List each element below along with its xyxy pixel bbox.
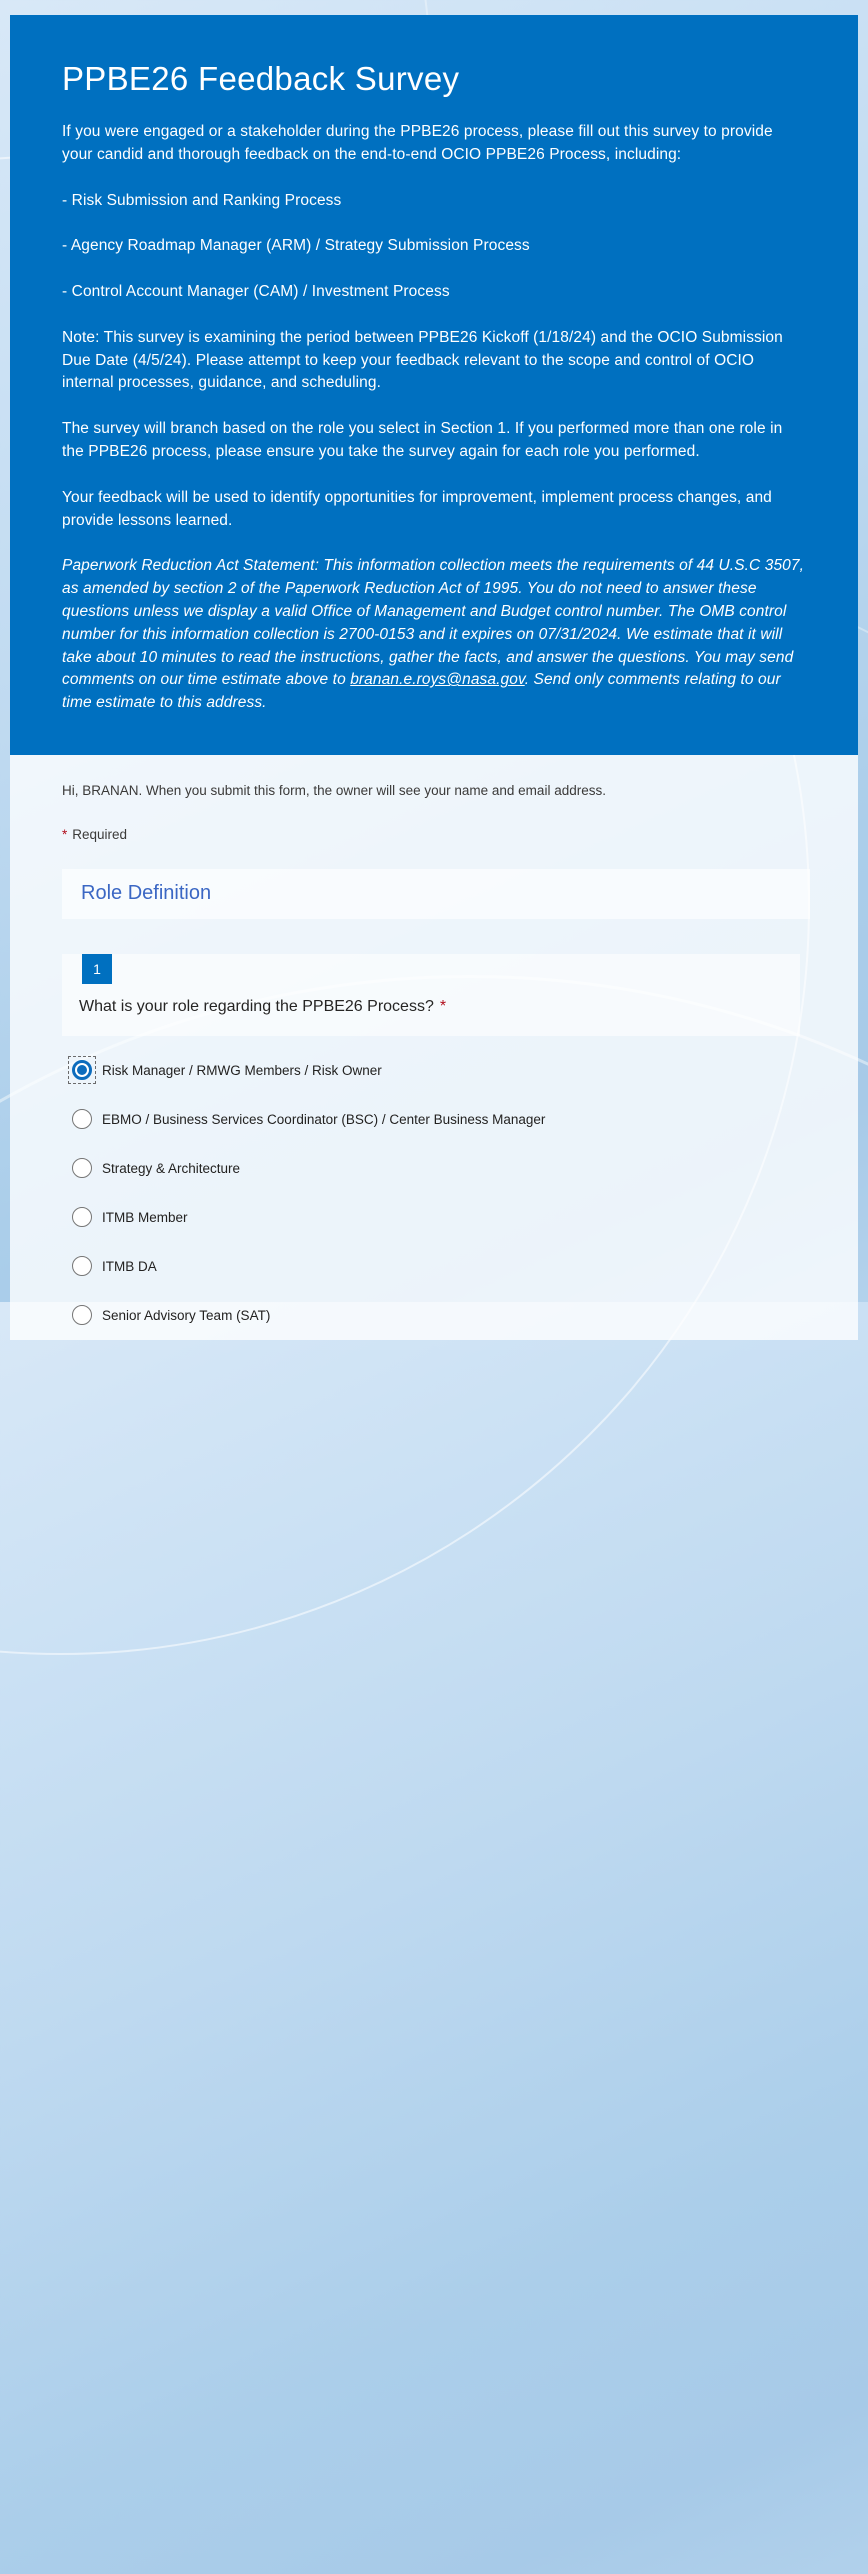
radio-option-label: Risk Manager / RMWG Members / Risk Owner (102, 1062, 382, 1078)
question-text (79, 998, 800, 1016)
header-paragraph: - Agency Roadmap Manager (ARM) / Strategy Submission Process (62, 237, 530, 255)
question-number-badge: 1 (82, 954, 112, 984)
radio-button-icon[interactable] (72, 1256, 92, 1276)
radio-button-icon[interactable] (72, 1305, 92, 1325)
section-header (62, 869, 810, 919)
question-label: What is your role regarding the PPBE26 Process? (79, 997, 434, 1015)
survey-title: PPBE26 Feedback Survey (62, 60, 460, 97)
radio-option-label: Senior Advisory Team (SAT) (102, 1307, 271, 1323)
radio-focus-ring (72, 1109, 92, 1129)
radio-option[interactable] (62, 1242, 810, 1291)
header-paragraph: - Control Account Manager (CAM) / Investment Process (62, 283, 450, 301)
options-list (62, 1046, 810, 1340)
radio-focus-ring (72, 1158, 92, 1178)
question-block (62, 954, 800, 1036)
header-paragraph: Note: This survey is examining the period between PPBE26 Kickoff (1/18/24) and the OCIO Submission Due Date (4/5/24). Please attempt to keep your feedback relevant to the scope and control of OCIO internal processes, guidance, and scheduling. (62, 328, 783, 392)
radio-option[interactable] (62, 1291, 810, 1340)
radio-option[interactable] (62, 1046, 810, 1095)
radio-option[interactable] (62, 1144, 810, 1193)
radio-option[interactable] (62, 1095, 810, 1144)
radio-option-label: Strategy & Architecture (102, 1160, 241, 1176)
section-title: Role Definition (81, 882, 212, 905)
header-paragraph: If you were engaged or a stakeholder during the PPBE26 process, please fill out this survey to provide your candid and thorough feedback on the end-to-end OCIO PPBE26 Process, including: (62, 123, 773, 163)
header-description (62, 121, 806, 532)
radio-option-label: ITMB Member (102, 1209, 188, 1225)
question-required-asterisk: * (439, 997, 447, 1015)
radio-focus-ring (72, 1060, 92, 1080)
required-asterisk: * (62, 826, 68, 842)
radio-button-icon[interactable] (72, 1109, 92, 1129)
radio-button-icon[interactable] (72, 1207, 92, 1227)
radio-button-icon[interactable] (72, 1060, 92, 1080)
survey-header-card (10, 15, 858, 755)
pra-text-before: Paperwork Reduction Act Statement: This information collection meets the requirements of 44 U.S.C 3507, as amended by section 2 of the Paperwork Reduction Act of 1995. You do not need to answer these questions unless we display a valid Office of Management and Budget control number. The OMB control number for this information collection is 2700-0153 and it expires on 07/31/2024. We estimate that it will take about 10 minutes to read the instructions, gather the facts, and answer the questions. You may send comments on our time estimate above to (62, 557, 805, 689)
radio-option-label: EBMO / Business Services Coordinator (BSC) / Center Business Manager (102, 1111, 546, 1127)
radio-option[interactable] (62, 1193, 810, 1242)
radio-button-icon[interactable] (72, 1158, 92, 1178)
required-label: Required (72, 826, 128, 842)
paperwork-reduction-act-statement (62, 555, 806, 714)
email-link[interactable]: branan.e.roys@nasa.gov (350, 671, 525, 689)
required-fields-note (62, 827, 810, 842)
header-paragraph: Your feedback will be used to identify opportunities for improvement, implement process changes, and provide lessons learned. (62, 488, 772, 529)
pra-text-after: . Send only comments relating to our time estimate to this address. (62, 671, 781, 712)
radio-focus-ring (72, 1305, 92, 1325)
header-paragraph: - Risk Submission and Ranking Process (62, 191, 342, 209)
form-page (0, 15, 868, 1323)
radio-option-label: ITMB DA (102, 1258, 157, 1274)
signed-in-user-notice: Hi, BRANAN. When you submit this form, the owner will see your name and email address. (62, 782, 606, 798)
radio-focus-ring (72, 1207, 92, 1227)
header-paragraph: The survey will branch based on the role you select in Section 1. If you performed more than one role in the PPBE26 process, please ensure you take the survey again for each role you performed. (62, 420, 783, 461)
form-body (10, 755, 858, 1340)
radio-focus-ring (72, 1256, 92, 1276)
